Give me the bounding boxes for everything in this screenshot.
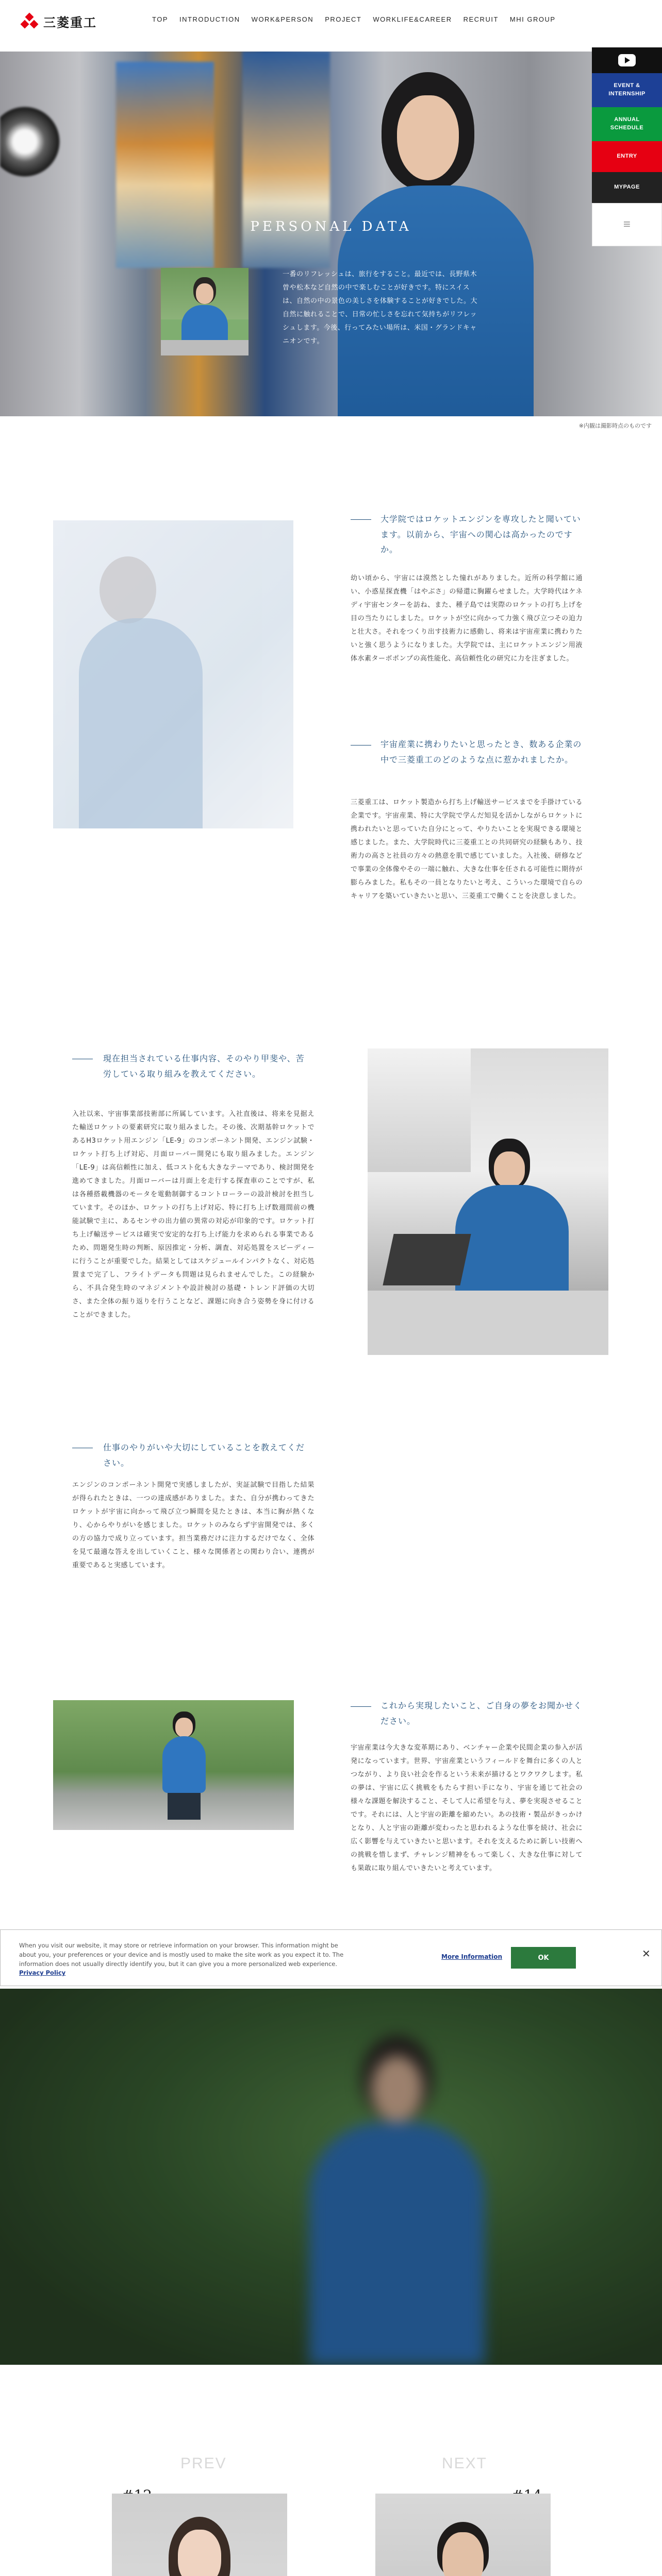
section1-answer-1: 幼い頃から、宇宙には漠然とした憧れがありました。近所の科学館に通い、小惑星探査機「はやぶさ」の帰還に胸躍らせました。大学時代はケネディ宇宙センターを訪ね、また、種子島では実際のロケットの打ち上げを目の当たりにしました。ロケットが空に向かって力強く飛び立つその迫力と壮大さ。それをつくり出す技術力に感動し、将来は宇宙産業に携わりたいと強く思うようになりました。大学院では、主にロケットエンジン用液体水素ターボポンプの高性能化、高信頼性化の研究に力を注ぎました。	[351, 574, 583, 663]
personal-data-photo	[161, 268, 249, 355]
section2-question-2: 仕事のやりがいや大切にしていることを教えてください。	[103, 1443, 305, 1468]
section2-answer-2: エンジンのコンポーネント開発で実感しましたが、実証試験で目指した結果が得られたときは、一つの達成感がありました。また、自分が携わってきたロケットが宇宙に向かって飛び立つ瞬間を見たときは、本当に胸が熱くなり、心からやりがいを感じました。ロケットのみならず宇宙開発では、多くの方の協力で成り立っています。担当業務だけに注力するだけでなく、全体を見て最適な答えを出していくこと、様々な関係者との関わり合い、連携が重要であると実感しています。	[72, 1481, 315, 1569]
cookie-ok-button[interactable]: OK	[511, 1947, 576, 1969]
nav-top[interactable]: TOP	[152, 15, 168, 23]
prev-person-card[interactable]	[112, 2494, 287, 2576]
rocket-poster-right	[242, 52, 330, 268]
section1-answer-2: 三菱重工は、ロケット製造から打ち上げ輸送サービスまでを手掛けている企業です。宇宙産業、特に大学院で学んだ知見を活かしながらロケットに携われたいと思っていた自分にとって、やりたいことを実現できる環境と感じました。また、大学院時代に三菱重工との共同研究の経験もあり、技術力の高さと社員の方々の熱意を肌で感じていました。入社後、研修などで事業の全体像やその一端に触れ、大きな仕事を任される可能性に期待が膨らみました。私もその一員となりたいと考え、こういった環境で自らのキャリアを築いていきたいと思い、三菱重工で働くことを決意しました。	[351, 799, 583, 900]
side-menu	[592, 47, 662, 246]
nav-recruit[interactable]: RECRUIT	[463, 15, 499, 23]
section2-question-1: 現在担当されている仕事内容、そのやり甲斐や、苦労している取り組みを教えてください。	[103, 1054, 305, 1079]
next-person-card[interactable]	[375, 2494, 551, 2576]
q-line	[351, 1706, 371, 1707]
cookie-banner	[0, 1929, 662, 1986]
telescope-shape	[0, 98, 62, 185]
global-nav	[152, 15, 556, 23]
section3-photo	[53, 1700, 294, 1830]
prev-label: PREV	[180, 2455, 227, 2472]
company-logo[interactable]	[21, 12, 97, 30]
hamburger-icon: ≡	[623, 217, 631, 231]
annual-schedule-button[interactable]	[592, 107, 662, 141]
dark-overlay	[0, 1989, 662, 2365]
nav-worklife-career[interactable]: WORKLIFE&CAREER	[373, 15, 452, 23]
hero-person	[338, 72, 534, 416]
cookie-message: When you visit our website, it may store or retrieve information on your browser. This information might be about you, your preferences or your device and is mostly used to make the site work as you expect it to. The information does not usually directly identify you, but it can give you a more personalized web experience.	[19, 1942, 344, 1968]
q-line	[351, 519, 371, 520]
rocket-poster-left	[116, 62, 214, 268]
privacy-policy-link[interactable]: Privacy Policy	[19, 1969, 66, 1977]
section1-photo	[53, 520, 293, 828]
youtube-button[interactable]	[592, 47, 662, 73]
three-diamonds-icon	[21, 14, 38, 29]
close-icon[interactable]: ✕	[642, 1947, 651, 1960]
youtube-play-icon	[618, 54, 636, 66]
next-label: NEXT	[442, 2455, 488, 2472]
personal-data-text: 一番のリフレッシュは、旅行をすること。最近では、長野県木曽や松本など自然の中で楽しむことが好きです。特にスイスは、自然の中の景色の美しさを体験することが好きでした。大自然に触れることで、日常の忙しさを忘れて気持ちがリフレッシュします。今後、行ってみたい場所は、米国・グランドキャニオンです。	[283, 270, 478, 345]
mypage-label: MYPAGE	[614, 184, 640, 191]
section2-answer-1: 入社以来、宇宙事業部技術部に所属しています。入社直後は、将来を見据えた輸送ロケットの要素研究に取り組みました。その後、次期基幹ロケットであるH3ロケット用エンジン「LE-9」のコンポーネント開発、エンジン試験・ロケット打ち上げ対応、月面ローバー開発にも取り組みました。エンジン「LE-9」は高信頼性に加え、低コスト化も大きなテーマであり、検討開発を進めてきました。月面ローバーは月面上を走行する探査車のことですが、私は各種搭載機器のモータを電動制御するコントローラーの設計検討を担当しています。そのほか、ロケットの打ち上げ対応、特に打ち上げ数週間前の機能試験で主に、あるセンサの出力値の異常の対応が印象的です。ロケット打ち上げ輸送サービスは確実で安定的な打ち上げ能力を求められる事業であるため、問題発生時の判断、原因推定・分析、調査、対応処置をスピーディーに行うことが重要でした。結果としてはスケジュールインパクトなく、対応処置まで完了し、フライトデータも問題は見られませんでした。この経験から、不具合発生時のマネジメントや設計検討の基礎・トレンド評価の大切さ、また全体の振り返りを行うことなど、課題に向き合う姿勢を身に付けることができました。	[72, 1110, 315, 1319]
section2-photo	[368, 1048, 608, 1355]
mypage-button[interactable]	[592, 172, 662, 203]
annual-schedule-label: ANNUAL SCHEDULE	[610, 116, 644, 131]
section3-question: これから実現したいこと、ご自身の夢をお聞かせください。	[380, 1701, 583, 1726]
nav-work-person[interactable]: WORK&PERSON	[251, 15, 314, 23]
entry-button[interactable]	[592, 141, 662, 172]
nav-mhi-group[interactable]: MHI GROUP	[509, 15, 556, 23]
more-information-link[interactable]: More Information	[441, 1953, 503, 1960]
nav-introduction[interactable]: INTRODUCTION	[179, 15, 240, 23]
site-header	[0, 0, 662, 39]
section3-answer: 宇宙産業は今大きな変革期にあり、ベンチャー企業や民間企業の参入が活発になっています。世界、宇宙産業というフィールドを舞台に多くの人とつながり、より良い社会を作るという未来が描けるとワクワクします。私の夢は、宇宙に広く挑戦をもたらす担い手になり、宇宙を通じて社会の様々な課題を解決すること、そして人に希望を与え、夢を実現させることです。それには、人と宇宙の距離を縮めたい。あの技術・製品がきっかけとなり、人と宇宙の距離が変わったと思われるような仕事を続け、社会に広く影響を与えていきたいと思います。それを支えるために新しい技術への挑戦を惜しまず、チャレンジ精神をもって楽しく、大きな仕事に対しても果敢に取り組んでいきたいと考えています。	[351, 1744, 583, 1872]
hamburger-menu-button[interactable]	[592, 203, 662, 246]
event-internship-label: EVENT & INTERNSHIP	[608, 82, 646, 97]
nav-project[interactable]: PROJECT	[325, 15, 362, 23]
personal-data-title: PERSONAL DATA	[250, 219, 412, 234]
cookie-text	[19, 1941, 354, 1978]
hero-caption: ※内観は撮影時点のものです	[578, 422, 652, 429]
personal-data-section	[0, 1989, 662, 2365]
section1-question-1: 大学院ではロケットエンジンを専攻したと聞いています。以前から、宇宙への関心は高かったのですか。	[380, 514, 581, 555]
entry-label: ENTRY	[617, 153, 637, 160]
section1-question-2: 宇宙産業に携わりたいと思ったとき、数ある企業の中で三菱重工のどのような点に惹かれましたか。	[380, 739, 582, 765]
event-internship-button[interactable]	[592, 73, 662, 107]
logo-text: 三菱重工	[43, 15, 97, 30]
